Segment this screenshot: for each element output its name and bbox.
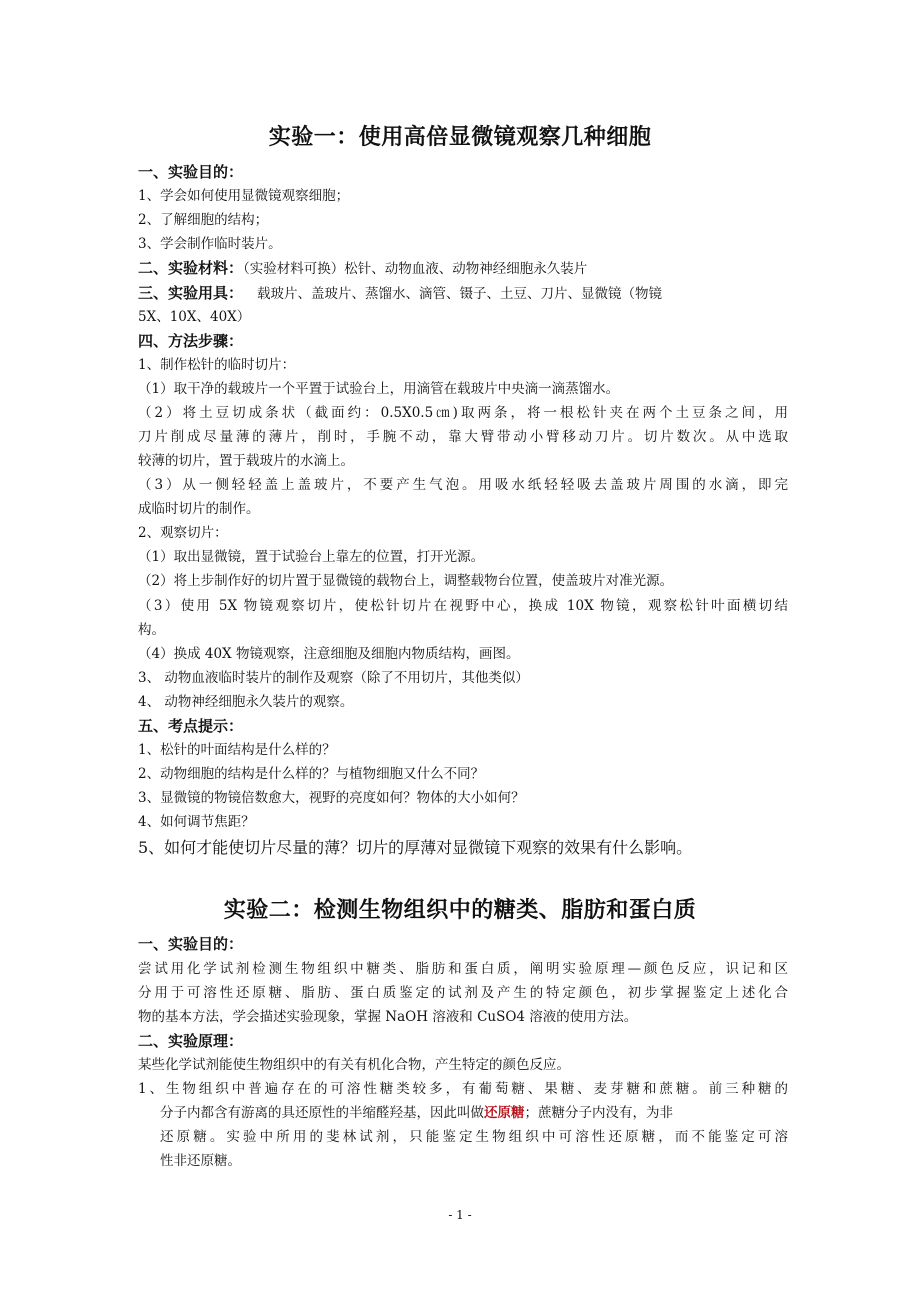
exp2-principle-heading: 二、实验原理：	[138, 1032, 244, 1050]
exp1-tip: 3、显微镜的物镜倍数愈大，视野的亮度如何？物体的大小如何？	[138, 790, 525, 806]
exp2-principle-line	[160, 1101, 788, 1125]
exp2-purpose-line: 分用于可溶性还原糖、脂肪、蛋白质鉴定的试剂及产生的特定颜色，初步掌握鉴定上述化合	[138, 985, 788, 1001]
exp1-method-line: 刀片削成尽量薄的薄片，削时，手腕不动，靠大臂带动小臂移动刀片。切片数次。从中选取	[138, 429, 788, 445]
exp1-method-line: （1）取出显微镜，置于试验台上靠左的位置，打开光源。	[138, 549, 485, 565]
exp2-principle-line: 1、生物组织中普遍存在的可溶性糖类较多，有葡萄糖、果糖、麦芽糖和蔗糖。前三种糖的	[138, 1081, 788, 1097]
exp1-tools-text: 载玻片、盖玻片、蒸馏水、滴管、镊子、土豆、刀片、显微镜（物镜	[257, 286, 663, 302]
exp2-title: 实验二：检测生物组织中的糖类、脂肪和蛋白质	[223, 898, 697, 923]
exp1-tip: 2、动物细胞的结构是什么样的？与植物细胞又什么不同？	[138, 766, 485, 782]
reducing-sugar-highlight: 还原糖	[484, 1105, 525, 1121]
exp1-method-line: 2、观察切片：	[138, 525, 228, 541]
exp1-purpose-item: 1、学会如何使用显微镜观察细胞；	[138, 188, 350, 204]
page-number: - 1 -	[448, 1208, 472, 1222]
exp2-purpose-line: 尝试用化学试剂检测生物组织中糖类、脂肪和蛋白质，阐明实验原理—颜色反应，识记和区	[138, 961, 788, 977]
exp2-principle-line: 还原糖。实验中所用的斐林试剂，只能鉴定生物组织中可溶性还原糖，而不能鉴定可溶	[160, 1129, 788, 1145]
exp1-tip: 5、如何才能使切片尽量的薄？切片的厚薄对显微镜下观察的效果有什么影响。	[138, 838, 693, 857]
exp1-purpose-heading: 一、实验目的：	[138, 163, 244, 181]
exp1-tips-heading: 五、考点提示：	[138, 717, 244, 735]
exp1-method-line: （4）换成 40X 物镜观察，注意细胞及细胞内物质结构，画图。	[138, 646, 520, 662]
exp2-principle-text: ；蔗糖分子内没有，为非	[524, 1105, 673, 1121]
exp1-tools-text-cont: 5X、10X、40X）	[138, 309, 251, 325]
exp1-materials-line	[138, 256, 788, 281]
exp1-method-line: （1）取干净的载玻片一个平置于试验台上，用滴管在载玻片中央滴一滴蒸馏水。	[138, 381, 620, 397]
exp1-method-line: 成临时切片的制作。	[138, 501, 260, 517]
exp1-method-line: （2）将土豆切成条状（截面约：0.5X0.5㎝)取两条，将一根松针夹在两个土豆条之间，用	[138, 405, 788, 421]
exp1-method-line: 1、制作松针的临时切片：	[138, 357, 296, 373]
exp1-purpose-item: 3、学会制作临时装片。	[138, 236, 282, 252]
exp2-purpose-line: 物的基本方法，学会描述实验现象，掌握 NaOH 溶液和 CuSO4 溶液的使用方法。	[138, 1009, 638, 1025]
exp1-method-line: 3、 动物血液临时装片的制作及观察（除了不用切片，其他类似）	[138, 670, 529, 686]
exp1-tip: 4、如何调节焦距？	[138, 814, 255, 830]
exp1-tools-heading: 三、实验用具：	[138, 284, 244, 302]
exp1-method-line: 较薄的切片，置于载玻片的水滴上。	[138, 453, 354, 469]
exp1-method-line: （3）从一侧轻轻盖上盖玻片，不要产生气泡。用吸水纸轻轻吸去盖玻片周围的水滴，即完	[138, 477, 788, 493]
exp1-method-line: （3）使用 5X 物镜观察切片，使松针切片在视野中心，换成 10X 物镜，观察松针叶面横切结	[138, 598, 788, 614]
exp2-principle-line: 性非还原糖。	[160, 1153, 241, 1169]
exp1-materials-text: （实验材料可换）松针、动物血液、动物神经细胞永久装片	[243, 261, 588, 277]
exp1-method-line: 构。	[138, 622, 165, 638]
exp1-materials-heading: 二、实验材料：	[138, 259, 244, 277]
exp2-principle-text: 分子内都含有游离的具还原性的半缩醛羟基，因此叫做	[160, 1105, 484, 1121]
exp1-purpose-item: 2、了解细胞的结构；	[138, 212, 269, 228]
exp1-method-heading: 四、方法步骤：	[138, 332, 244, 350]
exp1-title: 实验一：使用高倍显微镜观察几种细胞	[268, 125, 652, 150]
exp1-method-line: （2）将上步制作好的切片置于显微镜的载物台上，调整载物台位置，使盖玻片对准光源。	[138, 573, 674, 589]
exp1-tools-line	[138, 281, 788, 306]
exp2-principle-intro: 某些化学试剂能使生物组织中的有关有机化合物，产生特定的颜色反应。	[138, 1057, 570, 1073]
exp1-method-line: 4、 动物神经细胞永久装片的观察。	[138, 694, 354, 710]
exp2-purpose-heading: 一、实验目的：	[138, 935, 244, 953]
exp1-tip: 1、松针的叶面结构是什么样的？	[138, 742, 336, 758]
